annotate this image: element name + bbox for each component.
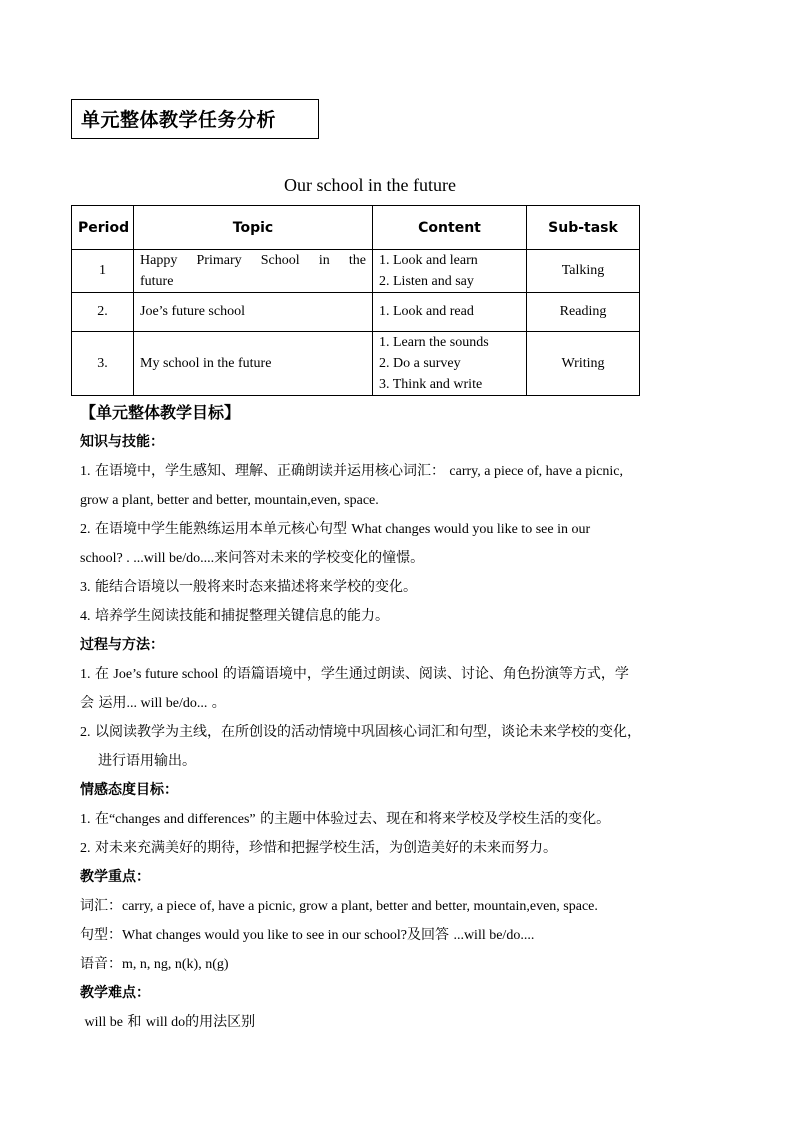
knowledge-item-4 bbox=[80, 602, 716, 631]
header-topic: Topic bbox=[134, 206, 373, 250]
item-text-en: Joe’s future school bbox=[113, 667, 219, 682]
content-cell bbox=[373, 332, 527, 396]
item-text: 的语篇语境中，学生通过朗读、阅读、讨论、角色扮演等方式，学 bbox=[222, 666, 629, 682]
key-pattern bbox=[80, 921, 716, 950]
item-text-en: What changes would you like to see in our school? bbox=[122, 928, 407, 943]
goals-heading: 【单元整体教学目标】 bbox=[80, 403, 241, 422]
difficulty-item bbox=[80, 1008, 716, 1037]
table-row bbox=[72, 293, 640, 332]
subtask-cell: Talking bbox=[527, 250, 640, 293]
key-points-heading: 教学重点： bbox=[80, 869, 150, 885]
period-table bbox=[71, 205, 640, 396]
item-text: 来问答对未来的学校变化的憧憬。 bbox=[214, 550, 425, 566]
table-row bbox=[72, 332, 640, 396]
knowledge-item-2 bbox=[80, 515, 716, 544]
item-text-en: carry, a piece of, have a picnic, bbox=[449, 464, 624, 479]
knowledge-item-1-cont: grow a plant, better and better, mountain,even, space. bbox=[80, 493, 379, 508]
item-text-en: “changes and differences” bbox=[108, 812, 256, 827]
item-text: 。 bbox=[211, 695, 226, 711]
item-text: 在 bbox=[94, 666, 109, 682]
header-subtask: Sub-task bbox=[527, 206, 640, 250]
section-title: 单元整体教学任务分析 bbox=[81, 109, 277, 131]
label: 语音： bbox=[80, 956, 122, 972]
section-title-box bbox=[71, 99, 319, 139]
topic-line: future bbox=[140, 274, 174, 289]
item-number: 4. bbox=[80, 609, 91, 624]
item-number: 2. bbox=[80, 522, 91, 537]
content-cell: 1. Look and read bbox=[373, 293, 527, 332]
item-text: 能结合语境以一般将来时态来描述将来学校的变化。 bbox=[94, 579, 417, 595]
knowledge-item-3 bbox=[80, 573, 716, 602]
table-row bbox=[72, 250, 640, 293]
period-cell: 3. bbox=[72, 332, 134, 396]
goals-body bbox=[80, 428, 716, 1037]
content-line: 1. Look and learn bbox=[379, 253, 478, 268]
document-title: Our school in the future bbox=[284, 175, 456, 195]
item-text: 会 运用 bbox=[80, 695, 127, 711]
item-number: 2. bbox=[80, 725, 91, 740]
topic-line: Happy Primary School in the bbox=[140, 253, 366, 268]
key-sounds bbox=[80, 950, 716, 979]
topic-cell bbox=[134, 250, 373, 293]
item-text: 的主题中体验过去、现在和将来学校及学校生活的变化。 bbox=[260, 811, 611, 827]
table-header-row bbox=[72, 206, 640, 250]
subtask-cell: Reading bbox=[527, 293, 640, 332]
key-vocab bbox=[80, 892, 716, 921]
attitude-heading: 情感态度目标： bbox=[80, 782, 178, 798]
item-text-en: ... will be/do... bbox=[126, 696, 208, 711]
item-text: 对未来充满美好的期待，珍惜和把握学校生活，为创造美好的未来而努力。 bbox=[94, 840, 557, 856]
content-line: 2. Do a survey bbox=[379, 356, 461, 371]
topic-cell: Joe’s future school bbox=[134, 293, 373, 332]
label: 句型： bbox=[80, 927, 122, 943]
content-line: 1. Learn the sounds bbox=[379, 335, 489, 350]
topic-cell: My school in the future bbox=[134, 332, 373, 396]
item-text-en: will do bbox=[145, 1015, 186, 1030]
process-heading: 过程与方法： bbox=[80, 637, 164, 653]
item-text: 在语境中学生能熟练运用本单元核心句型 bbox=[94, 521, 347, 537]
content-line: 3. Think and write bbox=[379, 377, 483, 392]
content-cell bbox=[373, 250, 527, 293]
header-content: Content bbox=[373, 206, 527, 250]
period-cell: 1 bbox=[72, 250, 134, 293]
process-item-1 bbox=[80, 660, 716, 689]
content-line: 2. Listen and say bbox=[379, 274, 474, 289]
knowledge-item-2-cont bbox=[80, 544, 716, 573]
item-number: 1. bbox=[80, 812, 91, 827]
item-text-en: carry, a piece of, have a picnic, grow a plant, better and better, mountain,even, space. bbox=[122, 899, 598, 914]
item-text: 在 bbox=[94, 811, 109, 827]
item-number: 1. bbox=[80, 464, 91, 479]
knowledge-item-1 bbox=[80, 457, 716, 486]
process-item-2-cont: 进行语用输出。 bbox=[98, 753, 196, 769]
knowledge-heading: 知识与技能： bbox=[80, 434, 164, 450]
item-number: 2. bbox=[80, 841, 91, 856]
process-item-1-cont bbox=[80, 689, 716, 718]
item-text: 培养学生阅读技能和捕捉整理关键信息的能力。 bbox=[94, 608, 389, 624]
subtask-cell: Writing bbox=[527, 332, 640, 396]
attitude-item-2 bbox=[80, 834, 716, 863]
item-text-en: will be bbox=[84, 1015, 123, 1030]
header-period: Period bbox=[72, 206, 134, 250]
item-text-en: school? . ...will be/do.... bbox=[80, 551, 215, 566]
item-text-en: ...will be/do.... bbox=[453, 928, 535, 943]
label: 词汇： bbox=[80, 898, 122, 914]
item-text-en: m, n, ng, n(k), n(g) bbox=[122, 957, 229, 972]
process-item-2 bbox=[80, 718, 716, 747]
item-text-en: What changes would you like to see in our bbox=[351, 522, 591, 537]
attitude-item-1 bbox=[80, 805, 716, 834]
item-number: 1. bbox=[80, 667, 91, 682]
difficulties-heading: 教学难点： bbox=[80, 985, 150, 1001]
item-text: 以阅读教学为主线，在所创设的活动情境中巩固核心词汇和句型，谈论未来学校的变化， bbox=[94, 724, 641, 740]
item-text: 的用法区别 bbox=[185, 1014, 256, 1030]
item-number: 3. bbox=[80, 580, 91, 595]
item-text: 在语境中，学生感知、理解、正确朗读并运用核心词汇： bbox=[94, 463, 445, 479]
period-cell: 2. bbox=[72, 293, 134, 332]
item-text: 和 bbox=[127, 1014, 142, 1030]
item-text: 及回答 bbox=[406, 927, 449, 943]
